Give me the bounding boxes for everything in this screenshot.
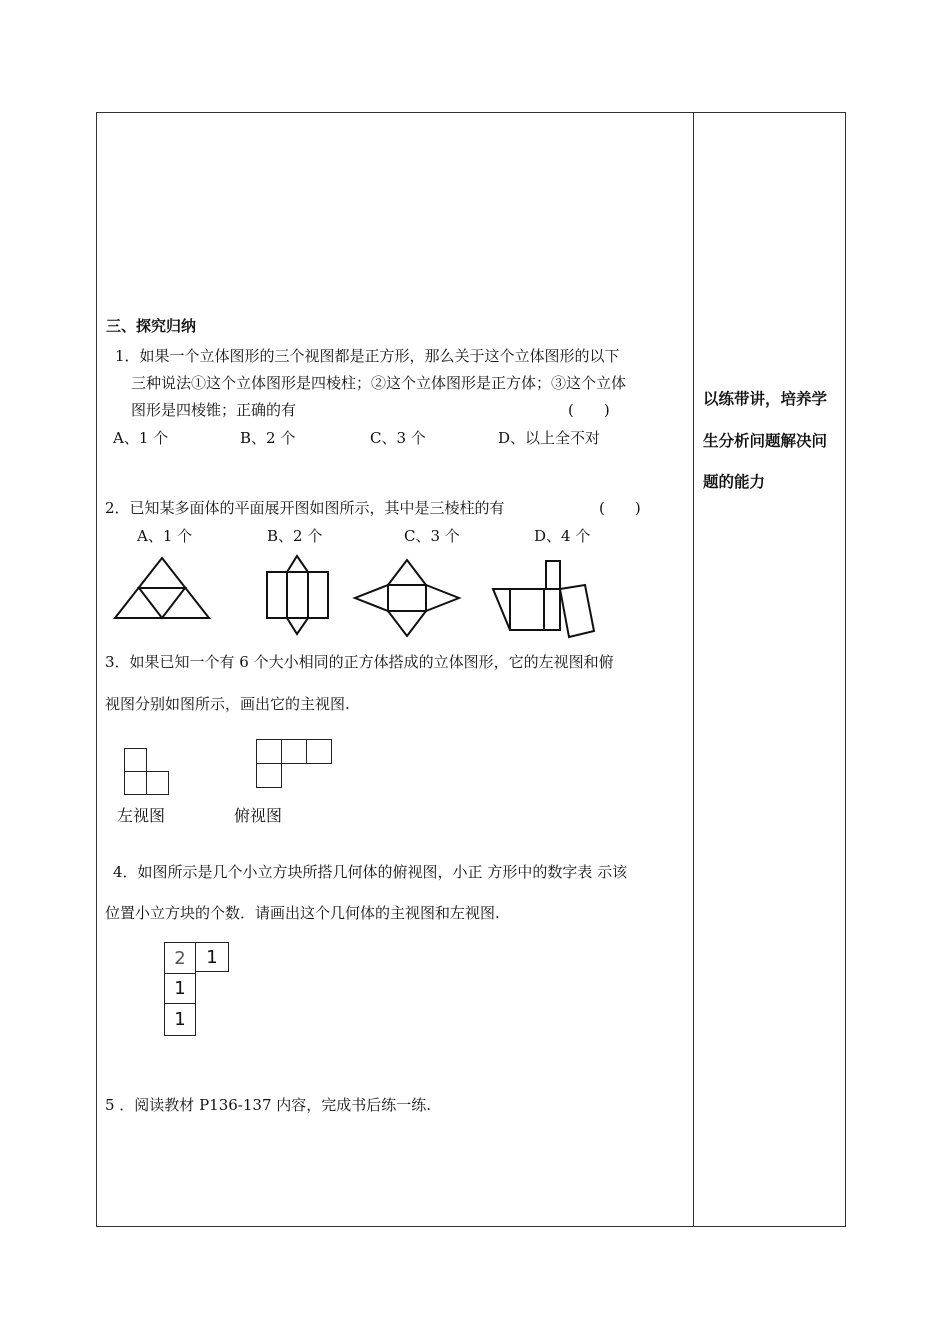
q3-line2: 视图分别如图所示，画出它的主视图. xyxy=(105,695,350,713)
left-view-square xyxy=(124,771,147,795)
q1-line2: 三种说法①这个立体图形是四棱柱；②这个立体图形是正方体；③这个立体 xyxy=(131,374,627,392)
q1-line1: 1．如果一个立体图形的三个视图都是正方形，那么关于这个立体图形的以下 xyxy=(115,347,620,365)
grid-cell: 1 xyxy=(195,942,229,972)
net-top-cap xyxy=(287,556,308,572)
q5-text: 5 ．阅读教材 P136-137 内容，完成书后练一练. xyxy=(105,1096,432,1114)
q1-option-b: B、2 个 xyxy=(240,429,296,447)
q2-option-a: A、1 个 xyxy=(137,527,193,545)
q4-line1: 4．如图所示是几个小立方块所搭几何体的俯视图，小正 方形中的数字表 示该 xyxy=(113,863,628,881)
left-view-square xyxy=(146,771,169,795)
q2-option-b: B、2 个 xyxy=(267,527,323,545)
net-square xyxy=(388,585,426,611)
q4-line2: 位置小立方块的个数．请画出这个几何体的主视图和左视图. xyxy=(105,904,500,922)
sidebar-line3: 题的能力 xyxy=(703,473,766,491)
q2-text: 2．已知某多面体的平面展开图如图所示，其中是三棱柱的有 xyxy=(105,499,505,517)
q1-option-d: D、以上全不对 xyxy=(498,429,601,447)
q1-option-c: C、3 个 xyxy=(370,429,426,447)
net-side-triangle xyxy=(493,589,510,630)
top-view-square xyxy=(281,739,307,764)
sidebar-line1: 以练带讲，培养学 xyxy=(703,390,828,408)
section-heading: 三、探究归纳 xyxy=(106,317,197,335)
net-rect-left xyxy=(510,589,544,630)
q2-answer-blank: ( ) xyxy=(599,499,641,517)
net-rect-top xyxy=(546,561,560,589)
top-view-label: 俯视图 xyxy=(234,806,283,825)
net-rectangles xyxy=(267,572,328,618)
top-view-square xyxy=(256,763,282,788)
grid-cell: 2 xyxy=(164,942,196,974)
net-tilted-square xyxy=(560,585,594,637)
net-rect-mid xyxy=(544,589,560,630)
q1-answer-blank: ( ) xyxy=(568,401,610,419)
net-bottom-cap xyxy=(287,618,308,634)
left-view-label: 左视图 xyxy=(117,806,166,825)
sidebar-line2: 生分析问题解决问 xyxy=(703,432,828,450)
grid-cell: 1 xyxy=(164,973,196,1004)
net-tri-top xyxy=(388,560,426,585)
q3-line1: 3．如果已知一个有 6 个大小相同的正方体搭成的立体图形，它的左视图和俯 xyxy=(105,653,614,671)
net-tri-bottom xyxy=(388,611,426,636)
q1-line3: 图形是四棱锥；正确的有 xyxy=(131,401,297,419)
net-tri-left xyxy=(355,585,388,611)
net-triangle-inner xyxy=(139,588,185,618)
top-view-square xyxy=(256,739,282,764)
grid-cell: 1 xyxy=(164,1003,196,1036)
left-view-square xyxy=(124,748,147,772)
q1-option-a: A、1 个 xyxy=(113,429,169,447)
net-tri-right xyxy=(426,585,459,611)
q2-option-d: D、4 个 xyxy=(534,527,591,545)
top-view-square xyxy=(306,739,332,764)
q2-option-c: C、3 个 xyxy=(404,527,460,545)
